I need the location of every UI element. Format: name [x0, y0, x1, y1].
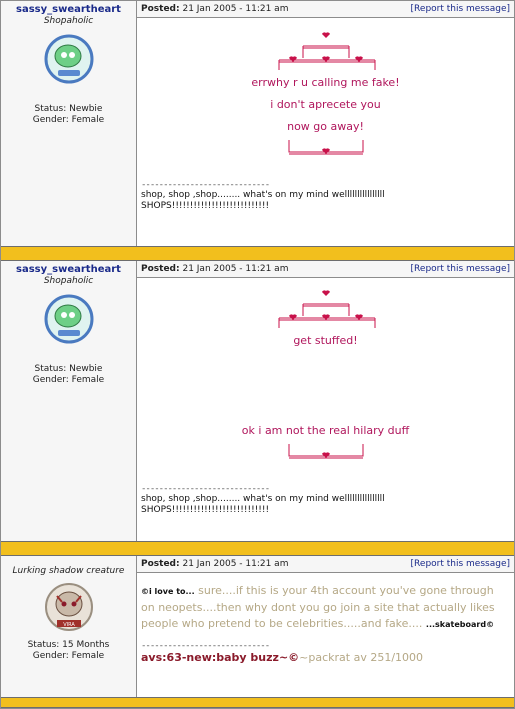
user-status: Status: 15 Months: [27, 640, 110, 650]
signature-line: shop, shop ,shop........ what's on my mind wellllllllllllllll: [141, 494, 385, 504]
love-prefix: ©i love to...: [141, 587, 195, 596]
signature-divider: -----------------------------: [141, 180, 270, 190]
avatar[interactable]: [44, 34, 94, 84]
signature-line: SHOPS!!!!!!!!!!!!!!!!!!!!!!!!!!!: [141, 505, 270, 515]
heart-frame-top: [251, 290, 401, 330]
user-title: Shopaholic: [43, 16, 94, 26]
report-link[interactable]: [Report this message]: [410, 264, 510, 274]
posted-label: Posted:: [141, 4, 180, 14]
posted-date: 21 Jan 2005 - 11:21 am: [182, 559, 289, 569]
post-separator: [1, 246, 514, 261]
signature-line: SHOPS!!!!!!!!!!!!!!!!!!!!!!!!!!!: [141, 201, 270, 211]
post-separator: [1, 541, 514, 556]
signature-tan: ~packrat av 251/1000: [299, 651, 424, 664]
username-link[interactable]: [1, 559, 136, 565]
report-link[interactable]: [Report this message]: [410, 559, 510, 569]
post-message: [137, 573, 514, 633]
posted-date: 21 Jan 2005 - 11:21 am: [182, 264, 289, 274]
report-link[interactable]: [Report this message]: [410, 4, 510, 14]
user-gender: Gender: Female: [32, 115, 105, 125]
user-status: Status: Newbie: [34, 104, 103, 114]
signature-line: shop, shop ,shop........ what's on my mind wellllllllllllllll: [141, 190, 385, 200]
user-gender: Gender: Female: [32, 651, 105, 661]
skateboard-text: ...skateboard©: [425, 620, 495, 629]
posted-label: Posted:: [141, 264, 180, 274]
author-panel: [1, 261, 137, 541]
post-body: [137, 261, 514, 541]
message-line: now go away!: [287, 120, 364, 133]
author-panel: [1, 556, 137, 697]
signature-divider: -----------------------------: [141, 641, 270, 651]
post-body: [137, 1, 514, 246]
user-title: Lurking shadow creature: [12, 566, 125, 576]
user-title: Shopaholic: [43, 276, 94, 286]
username-link[interactable]: sassy_sweartheart: [16, 4, 121, 15]
post-separator: [1, 697, 514, 708]
message-line: i don't aprecete you: [270, 98, 381, 111]
posted-date: 21 Jan 2005 - 11:21 am: [182, 4, 289, 14]
post-header: [137, 1, 514, 18]
user-gender: Gender: Female: [32, 375, 105, 385]
message-text: sure....if this is your 4th account you've gone through on neopets....then why dont you go join a site that actually likes people who pretend to be celebrities.....and fake....: [141, 584, 495, 630]
post-header: [137, 261, 514, 278]
post-body: [137, 556, 514, 697]
heart-frame-bottom: [251, 138, 401, 158]
post-2: [1, 261, 514, 541]
message-line: errwhy r u calling me fake!: [251, 76, 400, 89]
post-message: [137, 72, 514, 138]
user-status: Status: Newbie: [34, 364, 103, 374]
message-line: get stuffed!: [293, 334, 358, 347]
avatar[interactable]: [44, 294, 94, 344]
username-link[interactable]: sassy_sweartheart: [16, 264, 121, 275]
post-3: [1, 556, 514, 697]
avatar[interactable]: [44, 582, 94, 632]
message-line: ok i am not the real hilary duff: [241, 424, 410, 437]
posted-label: Posted:: [141, 559, 180, 569]
post-1: [1, 1, 514, 246]
avatar-label: VIRA: [62, 622, 75, 628]
post-header: [137, 556, 514, 573]
signature-divider: -----------------------------: [141, 484, 270, 494]
heart-frame-bottom: [251, 442, 401, 462]
signature-bold: avs:63-new:baby buzz~©: [141, 651, 300, 664]
author-panel: [1, 1, 137, 246]
heart-frame-top: [251, 32, 401, 72]
signature-line: [137, 651, 514, 665]
